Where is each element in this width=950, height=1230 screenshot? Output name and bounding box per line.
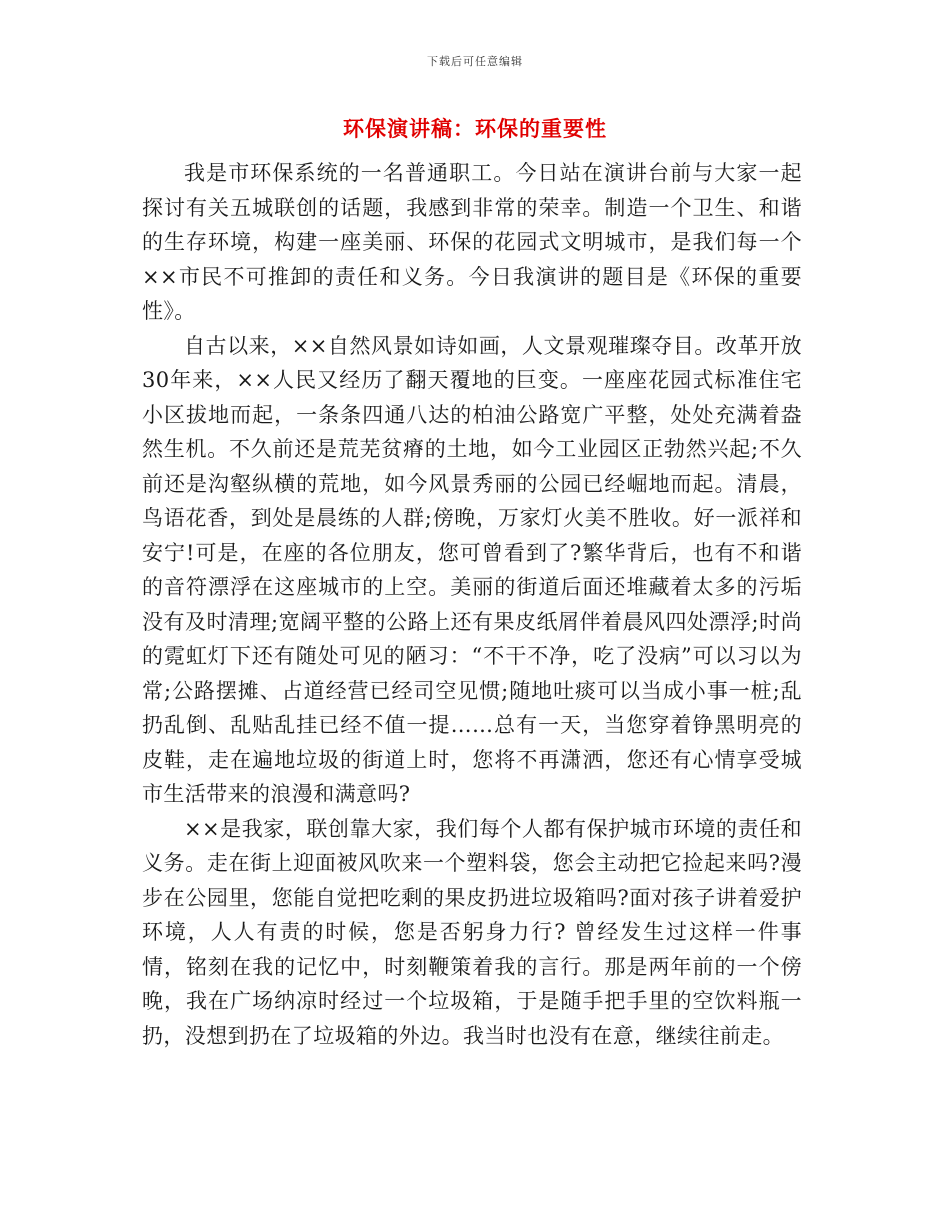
document-title: 环保演讲稿：环保的重要性	[343, 116, 607, 141]
paragraph: 自古以来，××自然风景如诗如画，人文景观璀璨夺目。改革开放30年来，××人民又经历了翻天覆地的巨变。一座座花园式标准住宅小区拔地而起，一条条四通八达的柏油公路宽广平整，处处充满着盎然生机。不久前还是荒芜贫瘠的土地，如今工业园区正勃然兴起;不久前还是沟壑纵横的荒地，如今风景秀丽的公园已经崛地而起。清晨，鸟语花香，到处是晨练的人群;傍晚，万家灯火美不胜收。好一派祥和安宁!可是，在座的各位朋友，您可曾看到了?繁华背后，也有不和谐的音符漂浮在这座城市的上空。美丽的街道后面还堆藏着太多的污垢没有及时清理;宽阔平整的公路上还有果皮纸屑伴着晨风四处漂浮;时尚的霓虹灯下还有随处可见的陋习：“不干不净，吃了没病”可以习以为常;公路摆摊、占道经营已经司空见惯;随地吐痰可以当成小事一桩;乱扔乱倒、乱贴乱挂已经不值一提……总有一天，当您穿着铮黑明亮的皮鞋，走在遍地垃圾的街道上时，您将不再潇洒，您还有心情享受城市生活带来的浪漫和满意吗?	[142, 333, 802, 806]
header-note: 下载后可任意编辑	[427, 55, 523, 68]
document-body	[142, 156, 802, 1053]
paragraph: 我是市环保系统的一名普通职工。今日站在演讲台前与大家一起探讨有关五城联创的话题，我感到非常的荣幸。制造一个卫生、和谐的生存环境，构建一座美丽、环保的花园式文明城市，是我们每一个××市民不可推卸的责任和义务。今日我演讲的题目是《环保的重要性》。	[142, 161, 802, 323]
paragraph: ××是我家，联创靠大家，我们每个人都有保护城市环境的责任和义务。走在街上迎面被风吹来一个塑料袋，您会主动把它捡起来吗?漫步在公园里，您能自觉把吃剩的果皮扔进垃圾箱吗?面对孩子讲着爱护环境，人人有责的时候，您是否躬身力行? 曾经发生过这样一件事情，铭刻在我的记忆中，时刻鞭策着我的言行。那是两年前的一个傍晚，我在广场纳凉时经过一个垃圾箱，于是随手把手里的空饮料瓶一扔，没想到扔在了垃圾箱的外边。我当时也没有在意，继续往前走。	[142, 816, 802, 1048]
